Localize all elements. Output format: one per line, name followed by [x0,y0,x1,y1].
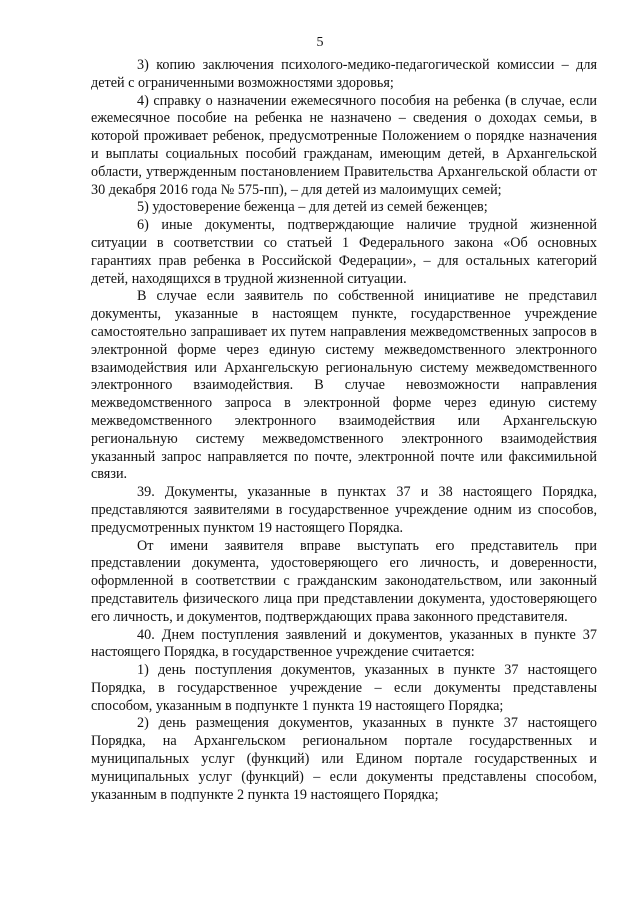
paragraph-representative: От имени заявителя вправе выступать его представитель при представлении документа, удостоверяющего его личность, и доверенности, оформленной в соответствии с гражданским законодательством, или законный представитель физического лица при представлении документа, удостоверяющего его личность, и документов, подтверждающих права законного представителя. [91,537,597,625]
document-body [91,57,597,804]
paragraph-clause-39: 39. Документы, указанные в пунктах 37 и 38 настоящего Порядка, представляются заявителями в государственное учреждение одним из способов, предусмотренных пунктом 19 настоящего Порядка. [91,484,597,536]
paragraph-clause-40: 40. Днем поступления заявлений и документов, указанных в пункте 37 настоящего Порядка, в государственное учреждение считается: [91,626,597,661]
paragraph-item-3: 3) копию заключения психолого-медико-педагогической комиссии – для детей с ограниченными возможностями здоровья; [91,57,597,91]
page-number: 5 [316,35,324,50]
paragraph-clause-40-item-2: 2) день размещения документов, указанных в пункте 37 настоящего Порядка, на Архангельском региональном портале государственных и муниципальных услуг (функций) или Едином портале государственных и муниципальных услуг (функций) – если документы представлены способом, указанным в подпункте 2 пункта 19 настоящего Порядка; [91,715,597,803]
paragraph-item-4: 4) справку о назначении ежемесячного пособия на ребенка (в случае, если ежемесячное пособие на ребенка не назначено – сведения о доходах семьи, в которой проживает ребенок, предусмотренные Положением о порядке назначения и выплаты социальных пособий гражданам, имеющим детей, в Архангельской области, утвержденным постановлением Правительства Архангельской области от 30 декабря 2016 года № 575-пп), – для детей из малоимущих семей; [91,92,597,198]
paragraph-interagency-request: В случае если заявитель по собственной инициативе не представил документы, указанные в настоящем пункте, государственное учреждение самостоятельно запрашивает их путем направления межведомственных запросов в электронной форме через единую систему межведомственного электронного взаимодействия или Архангельскую региональную систему межведомственного электронного взаимодействия. В случае невозможности направления межведомственного запроса в электронной форме через единую систему межведомственного электронного взаимодействия или Архангельскую региональную систему межведомственного электронного взаимодействия указанный запрос направляется по почте, электронной почте или факсимильной связи. [91,288,597,483]
paragraph-item-6: 6) иные документы, подтверждающие наличие трудной жизненной ситуации в соответствии со статьей 1 Федерального закона «Об основных гарантиях прав ребенка в Российской Федерации», – для остальных категорий детей, находящихся в трудной жизненной ситуации. [91,217,597,287]
paragraph-item-5: 5) удостоверение беженца – для детей из семей беженцев; [137,199,488,216]
paragraph-clause-40-item-1: 1) день поступления документов, указанных в пункте 37 настоящего Порядка, в государственное учреждение – если документы представлены способом, указанным в подпункте 1 пункта 19 настоящего Порядка; [91,662,597,714]
